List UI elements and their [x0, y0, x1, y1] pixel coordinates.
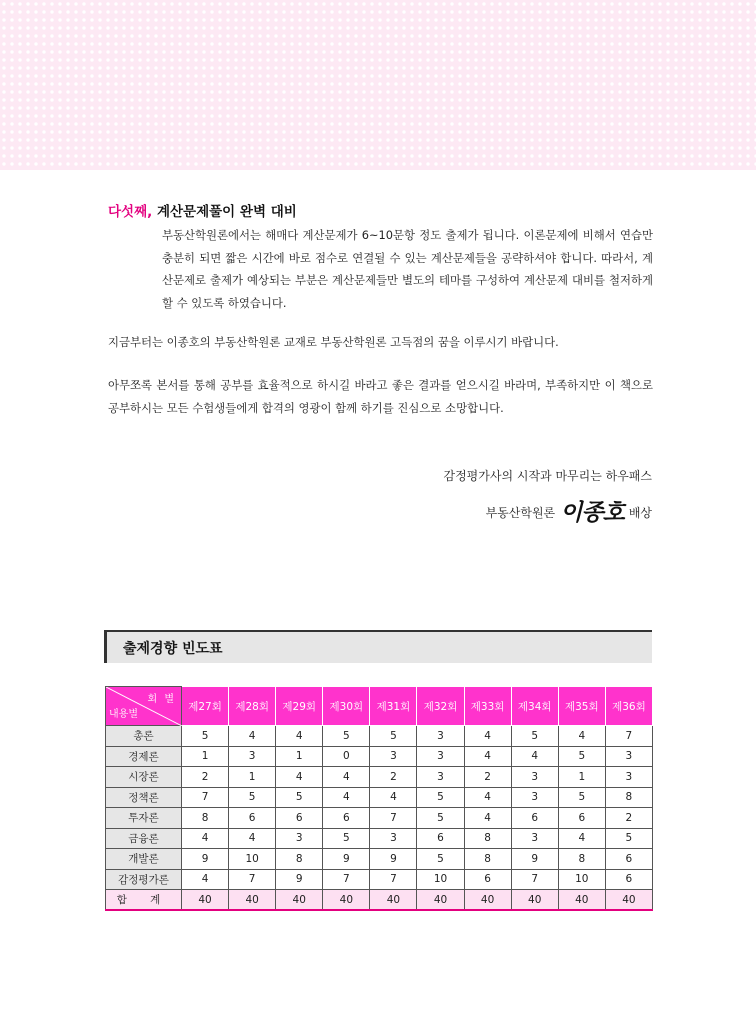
table-cell: 8: [464, 849, 511, 870]
table-cell: 3: [417, 746, 464, 767]
table-cell: 4: [511, 746, 558, 767]
signature-name: 이종호: [560, 499, 624, 526]
row-label: 합 계: [106, 890, 182, 911]
table-cell: 10: [558, 869, 605, 890]
row-label: 개발론: [106, 849, 182, 870]
section-heading: [108, 200, 653, 224]
corner-top-label: 회 별: [147, 694, 176, 705]
table-cell: 4: [464, 787, 511, 808]
freq-table-heading: [104, 630, 652, 663]
table-cell: 8: [182, 808, 229, 829]
round-header: 제31회: [370, 687, 417, 726]
table-cell: 6: [417, 828, 464, 849]
table-cell: 9: [370, 849, 417, 870]
table-cell: 4: [464, 808, 511, 829]
table-cell: 40: [511, 890, 558, 911]
freq-table: [105, 686, 653, 911]
table-row: [106, 746, 653, 767]
table-cell: 5: [511, 726, 558, 747]
row-label: 총론: [106, 726, 182, 747]
table-cell: 3: [605, 767, 652, 788]
freq-table-header-row: [106, 687, 653, 726]
table-cell: 40: [558, 890, 605, 911]
table-cell: 4: [229, 726, 276, 747]
table-cell: 5: [370, 726, 417, 747]
table-cell: 3: [229, 746, 276, 767]
section-title: 계산문제풀이 완벽 대비: [156, 204, 297, 220]
table-cell: 1: [558, 767, 605, 788]
table-cell: 3: [511, 767, 558, 788]
table-cell: 0: [323, 746, 370, 767]
paragraph-closing: 아무쪼록 본서를 통해 공부를 효율적으로 하시길 바라고 좋은 결과를 얻으시길 바라며, 부족하지만 이 책으로 공부하시는 모든 수험생들에게 합격의 영광이 함께 하기를 진심으로 소망합니다.: [108, 378, 653, 415]
table-cell: 7: [370, 808, 417, 829]
table-cell: 9: [511, 849, 558, 870]
table-cell: 1: [276, 746, 323, 767]
table-cell: 3: [370, 746, 417, 767]
table-cell: 10: [229, 849, 276, 870]
table-cell: 4: [276, 726, 323, 747]
round-header: 제30회: [323, 687, 370, 726]
table-cell: 5: [417, 849, 464, 870]
freq-table-body: [106, 726, 653, 911]
table-cell: 9: [276, 869, 323, 890]
table-cell: 40: [370, 890, 417, 911]
row-label: 정책론: [106, 787, 182, 808]
corner-bottom-label: 내용별: [109, 709, 138, 720]
decorative-dot-band: [0, 0, 756, 170]
round-header: 제36회: [605, 687, 652, 726]
table-row: [106, 726, 653, 747]
table-cell: 7: [182, 787, 229, 808]
table-cell: 4: [464, 746, 511, 767]
table-cell: 4: [182, 828, 229, 849]
table-cell: 6: [605, 869, 652, 890]
table-cell: 5: [558, 787, 605, 808]
table-cell: 3: [276, 828, 323, 849]
table-cell: 6: [464, 869, 511, 890]
table-cell: 2: [605, 808, 652, 829]
table-cell: 8: [605, 787, 652, 808]
freq-table-title: 출제경향 빈도표: [123, 640, 223, 657]
table-cell: 5: [605, 828, 652, 849]
table-cell: 7: [605, 726, 652, 747]
round-header: 제32회: [417, 687, 464, 726]
table-cell: 9: [182, 849, 229, 870]
table-cell: 40: [229, 890, 276, 911]
round-header: 제35회: [558, 687, 605, 726]
table-cell: 3: [417, 767, 464, 788]
table-cell: 4: [323, 767, 370, 788]
table-cell: 5: [417, 808, 464, 829]
table-cell: 2: [464, 767, 511, 788]
table-cell: 5: [229, 787, 276, 808]
row-label: 시장론: [106, 767, 182, 788]
table-cell: 1: [182, 746, 229, 767]
table-cell: 40: [464, 890, 511, 911]
round-header: 제27회: [182, 687, 229, 726]
total-row: [106, 890, 653, 911]
table-cell: 5: [558, 746, 605, 767]
table-cell: 1: [229, 767, 276, 788]
table-cell: 4: [558, 828, 605, 849]
table-cell: 3: [511, 828, 558, 849]
table-cell: 3: [511, 787, 558, 808]
table-row: [106, 767, 653, 788]
table-cell: 4: [323, 787, 370, 808]
table-cell: 5: [417, 787, 464, 808]
table-cell: 6: [229, 808, 276, 829]
signature-line: [486, 496, 652, 529]
table-cell: 6: [558, 808, 605, 829]
round-header: 제34회: [511, 687, 558, 726]
signature-suffix: 배상: [628, 506, 652, 520]
table-cell: 40: [605, 890, 652, 911]
section-body: 부동산학원론에서는 해매다 계산문제가 6~10문항 정도 출제가 됩니다. 이론문제에 비해서 연습만 충분히 되면 짧은 시간에 바로 점수로 연결될 수 있는 계산문제들을 공략하셔야 합니다. 따라서, 계산문제로 출제가 예상되는 부분은 계산문제들만 별도의 테마를 구성하여 계산문제 대비를 철저하게 할 수 있도록 하였습니다.: [162, 228, 653, 310]
table-cell: 8: [464, 828, 511, 849]
table-cell: 4: [464, 726, 511, 747]
table-cell: 2: [370, 767, 417, 788]
signature-tagline: 감정평가사의 시작과 마무리는 하우패스: [443, 469, 652, 483]
row-label: 금융론: [106, 828, 182, 849]
table-cell: 8: [558, 849, 605, 870]
table-cell: 4: [229, 828, 276, 849]
table-cell: 6: [276, 808, 323, 829]
section-fifth: [108, 200, 653, 314]
table-cell: 40: [276, 890, 323, 911]
table-cell: 7: [370, 869, 417, 890]
table-row: [106, 808, 653, 829]
table-cell: 10: [417, 869, 464, 890]
table-cell: 2: [182, 767, 229, 788]
table-cell: 4: [276, 767, 323, 788]
table-cell: 7: [323, 869, 370, 890]
table-cell: 8: [276, 849, 323, 870]
table-cell: 9: [323, 849, 370, 870]
table-cell: 40: [323, 890, 370, 911]
table-cell: 4: [370, 787, 417, 808]
table-cell: 4: [558, 726, 605, 747]
table-row: [106, 849, 653, 870]
table-row: [106, 787, 653, 808]
paragraph-intro: 지금부터는 이종호의 부동산학원론 교재로 부동산학원론 고득점의 꿈을 이루시기 바랍니다.: [108, 335, 559, 349]
round-header: 제29회: [276, 687, 323, 726]
table-cell: 7: [229, 869, 276, 890]
table-cell: 3: [605, 746, 652, 767]
round-header: 제28회: [229, 687, 276, 726]
table-cell: 7: [511, 869, 558, 890]
row-label: 투자론: [106, 808, 182, 829]
table-cell: 40: [182, 890, 229, 911]
freq-table-corner: [106, 687, 182, 726]
table-cell: 5: [182, 726, 229, 747]
row-label: 경제론: [106, 746, 182, 767]
table-cell: 6: [511, 808, 558, 829]
table-cell: 5: [323, 726, 370, 747]
table-cell: 6: [605, 849, 652, 870]
table-row: [106, 869, 653, 890]
section-ordinal: 다섯째,: [108, 204, 153, 220]
row-label: 감정평가론: [106, 869, 182, 890]
table-cell: 4: [182, 869, 229, 890]
table-cell: 5: [276, 787, 323, 808]
table-cell: 3: [417, 726, 464, 747]
table-cell: 5: [323, 828, 370, 849]
table-cell: 3: [370, 828, 417, 849]
round-header: 제33회: [464, 687, 511, 726]
table-cell: 6: [323, 808, 370, 829]
table-row: [106, 828, 653, 849]
table-cell: 40: [417, 890, 464, 911]
signature-prefix: 부동산학원론: [485, 506, 556, 520]
